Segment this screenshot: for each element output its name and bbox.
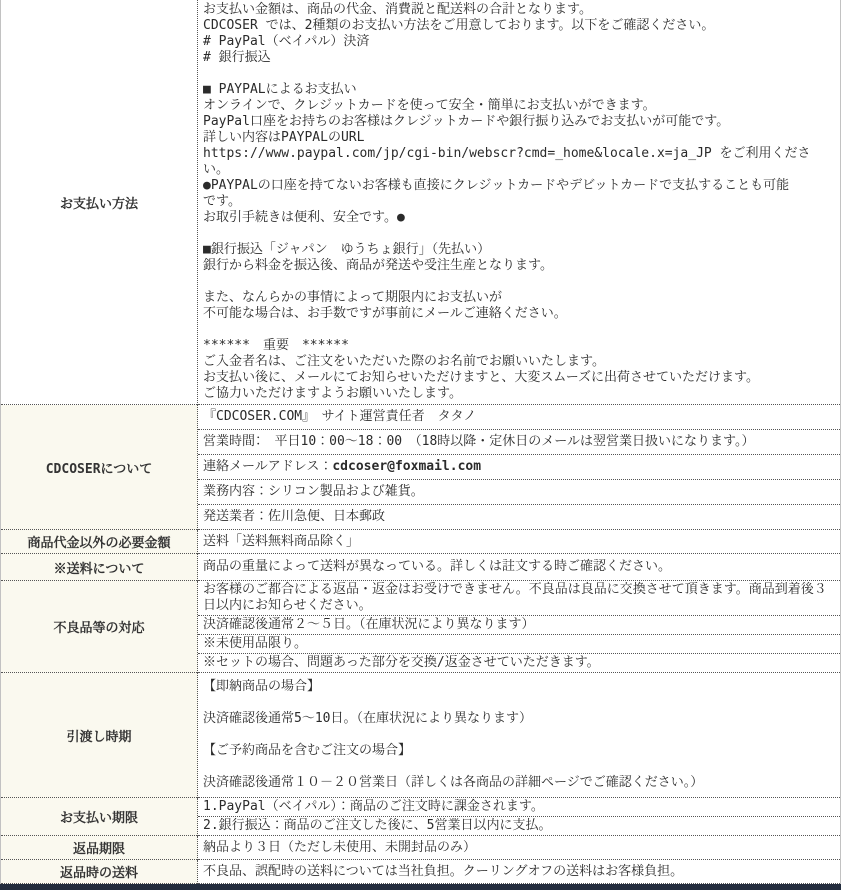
text-line: 決済確認後通常5～10日。（在庫状況により異なります） xyxy=(203,711,532,726)
text-line: ■銀行振込「ジャパン ゆうちょ銀行」（先払い） xyxy=(203,242,491,257)
business-hours-line: 営業時間： 平日10：00～18：00 （18時以降・定休日のメールは翌営業日扱いになります。） xyxy=(198,429,840,454)
about-cdcoser-content xyxy=(198,405,841,530)
business-description-line: 業務内容：シリコン製品および雑貨。 xyxy=(198,479,840,504)
delivery-time-content xyxy=(198,673,841,798)
text-line: お取引手続きは便利、安全です。● xyxy=(203,210,405,225)
payment-deadline-bank-line: 2.銀行振込：商品のご注文した後に、5営業日以内に支払。 xyxy=(198,816,840,835)
defective-exchange-time-line: 決済確認後通常２～５日。（在庫状況により異なります） xyxy=(198,615,840,634)
row-header-delivery-time: 引渡し時期 xyxy=(1,673,198,798)
row-payment-deadline xyxy=(1,798,841,836)
row-shipping-note xyxy=(1,554,841,581)
row-header-defective-items: 不良品等の対応 xyxy=(1,581,198,673)
row-header-payment-method: お支払い方法 xyxy=(1,0,198,405)
text-line: 銀行から料金を振込後、商品が発送や受注生産となります。 xyxy=(203,258,553,273)
text-line xyxy=(203,759,835,775)
defective-unused-only-line: ※未使用品限り。 xyxy=(198,634,840,653)
text-line xyxy=(203,322,836,338)
text-line xyxy=(203,695,835,711)
row-extra-fees xyxy=(1,530,841,554)
text-line: ■ PAYPALによるお支払い xyxy=(203,82,357,97)
text-line: ご協力いただけますようお願いいたします。 xyxy=(203,386,462,401)
return-shipping-cost-content: 不良品、誤配時の送料については当社負担。クーリングオフの送料はお客様負担。 xyxy=(203,863,684,879)
payment-method-content xyxy=(198,0,841,405)
text-line: https://www.paypal.com/jp/cgi-bin/webscr?cmd=_home&locale.x=ja_JP をご利用ください。 xyxy=(203,146,811,177)
return-deadline-content: 納品より３日（ただし未使用、未開封品のみ） xyxy=(203,839,477,855)
contact-email-label: 連絡メールアドレス： xyxy=(203,459,333,474)
row-payment-method xyxy=(1,0,841,405)
row-header-shipping-note: ※送料について xyxy=(1,554,198,581)
row-about-cdcoser xyxy=(1,405,841,530)
defective-set-policy-line: ※セットの場合、問題あった部分を交換/返金させていただきます。 xyxy=(198,653,840,672)
text-line: お支払い後に、メールにてお知らせいただけますと、大変スムーズに出荷させていただけます。 xyxy=(203,370,760,385)
defective-items-content xyxy=(198,581,841,673)
defective-policy-line: お客様のご都合による返品・返金はお受けできません。不良品は良品に交換させて頂きます。商品到着後３日以内にお知らせください。 xyxy=(203,582,827,613)
text-line: 【ご予約商品を含むご注文の場合】 xyxy=(203,743,412,758)
text-line xyxy=(203,727,835,743)
text-line: ****** 重要 ****** xyxy=(203,338,349,353)
text-line: 【即納商品の場合】 xyxy=(203,679,321,694)
payment-deadline-content xyxy=(198,798,841,836)
text-line: # 銀行振込 xyxy=(203,50,271,65)
row-delivery-time xyxy=(1,673,841,798)
text-line: 詳しい内容はPAYPALのURL xyxy=(203,130,365,145)
text-line: また、なんらかの事情によって期限内にお支払いが xyxy=(203,290,503,305)
text-line: ●PAYPALの口座を持てないお客様も直接にクレジットカードやデビットカードで支払することも可能 xyxy=(203,178,790,193)
payment-deadline-paypal-line: 1.PayPal（ベイパル）：商品のご注文時に課金されます。 xyxy=(203,799,544,814)
row-header-extra-fees: 商品代金以外の必要金額 xyxy=(1,530,198,554)
text-line: 不可能な場合は、お手数ですが事前にメールご連絡ください。 xyxy=(203,306,567,321)
text-line: ご入金者名は、ご注文をいただいた際のお名前でお願いいたします。 xyxy=(203,354,605,369)
text-line: 決済確認後通常１０－２０営業日（詳しくは各商品の詳細ページでご確認ください。） xyxy=(203,775,704,790)
row-header-about-cdcoser: CDCOSERについて xyxy=(1,405,198,530)
contact-email-line xyxy=(198,454,840,479)
text-line: オンラインで、クレジットカードを使って安全・簡単にお支払いができます。 xyxy=(203,98,656,113)
shipping-carrier-line: 発送業者：佐川急便、日本郵政 xyxy=(198,504,840,529)
row-header-return-deadline: 返品期限 xyxy=(1,836,198,860)
row-header-payment-deadline: お支払い期限 xyxy=(1,798,198,836)
contact-email-address: cdcoser@foxmail.com xyxy=(332,459,482,474)
extra-fees-content: 送料「送料無料商品除く」 xyxy=(203,533,360,549)
text-line: # PayPal（ベイパル）決済 xyxy=(203,34,370,49)
text-line xyxy=(203,66,836,82)
row-header-return-shipping-cost: 返品時の送料 xyxy=(1,860,198,884)
text-line xyxy=(203,226,836,242)
text-line xyxy=(203,274,836,290)
row-return-shipping-cost xyxy=(1,860,841,884)
text-line: です。 xyxy=(203,194,241,209)
site-operator-line: 『CDCOSER.COM』 サイト運営責任者 タタノ xyxy=(203,409,477,424)
text-line: お支払い金額は、商品の代金、消費説と配送料の合計となります。 xyxy=(203,2,592,17)
row-return-deadline xyxy=(1,836,841,860)
shipping-note-content: 商品の重量によって送料が異なっている。詳しくは註文する時ご確認ください。 xyxy=(203,559,672,574)
text-line: CDCOSER では、2種類のお支払い方法をご用意しております。以下をご確認ください。 xyxy=(203,18,715,33)
text-line: PayPal口座をお持ちのお客様はクレジットカードや銀行振り込みでお支払いが可能です。 xyxy=(203,114,730,129)
footer-bar xyxy=(0,884,841,890)
row-defective-items xyxy=(1,581,841,673)
